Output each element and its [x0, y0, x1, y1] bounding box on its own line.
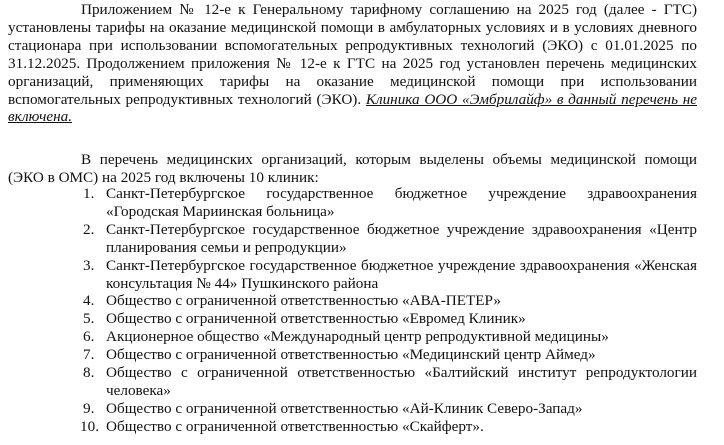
intro-text: Приложением № 12-е к Генеральному тарифному соглашению на 2025 год (далее - ГТС) установлены тарифы на оказание медицинской помощи в амбулаторных условиях и в условиях дневного стационара при использовании вспомогательных репродуктивных технологий (ЭКО) с 01.01.2025 по 31.12.2025. Продолжением приложения № 12-е к ГТС на 2025 год установлен перечень медицинских организаций, применяющих тарифы на оказание медицинской помощи при использовании вспомогательных репродуктивных технологий (ЭКО). — [8, 1, 697, 108]
list-item-number: 5. — [83, 310, 95, 328]
list-item-text: Санкт-Петербургское государственное бюджетное учреждение здравоохранения «Женская консультация № 44» Пушкинского района — [106, 256, 697, 292]
list-item — [8, 418, 697, 436]
list-item-text: Общество с ограниченной ответственностью «Евромед Клиник» — [106, 310, 526, 328]
list-item-number: 4. — [83, 292, 95, 310]
list-item — [8, 292, 697, 310]
list-item-number: 8. — [83, 364, 95, 382]
list-item — [8, 257, 697, 293]
list-item-number: 2. — [83, 220, 95, 238]
list-item-number: 1. — [83, 185, 95, 202]
clinics-list — [8, 185, 697, 436]
list-item-text: Акционерное общество «Международный центр репродуктивной медицины» — [106, 328, 609, 346]
list-item — [8, 221, 697, 257]
list-item — [8, 328, 697, 346]
excluded-clinic-note: Клиника ООО «Эмбрилайф» в данный перечень не включена. — [8, 90, 697, 126]
list-item — [8, 310, 697, 328]
list-item-text: Общество с ограниченной ответственностью «Скайферт». — [106, 417, 484, 435]
list-item — [8, 400, 697, 418]
list-intro-text: В перечень медицинских организаций, которым выделены объемы медицинской помощи (ЭКО в ОМС) на 2025 год включены 10 клиник: — [8, 151, 697, 186]
list-item-number: 10. — [80, 417, 99, 435]
list-item-text: Санкт-Петербургское государственное бюджетное учреждение здравоохранения «Центр планирования семьи и репродукции» — [106, 220, 697, 256]
list-item-text: Санкт-Петербургское государственное бюджетное учреждение здравоохранения «Городская Мариинская больница» — [106, 185, 697, 220]
list-item-number: 6. — [83, 328, 95, 346]
list-item — [8, 364, 697, 400]
list-item — [8, 346, 697, 364]
list-item — [8, 185, 697, 221]
list-item-text: Общество с ограниченной ответственностью «Медицинский центр Аймед» — [106, 346, 596, 364]
intro-paragraph — [8, 1, 697, 126]
list-item-text: Общество с ограниченной ответственностью «Ай-Клиник Северо-Запад» — [106, 399, 583, 417]
list-item-text: Общество с ограниченной ответственностью «АВА-ПЕТЕР» — [106, 292, 501, 310]
list-intro-paragraph — [8, 151, 697, 187]
list-item-number: 7. — [83, 346, 95, 364]
list-item-text: Общество с ограниченной ответственностью «Балтийский институт репродуктологии человека» — [106, 364, 697, 399]
list-item-number: 9. — [83, 399, 95, 417]
list-item-number: 3. — [83, 256, 95, 274]
